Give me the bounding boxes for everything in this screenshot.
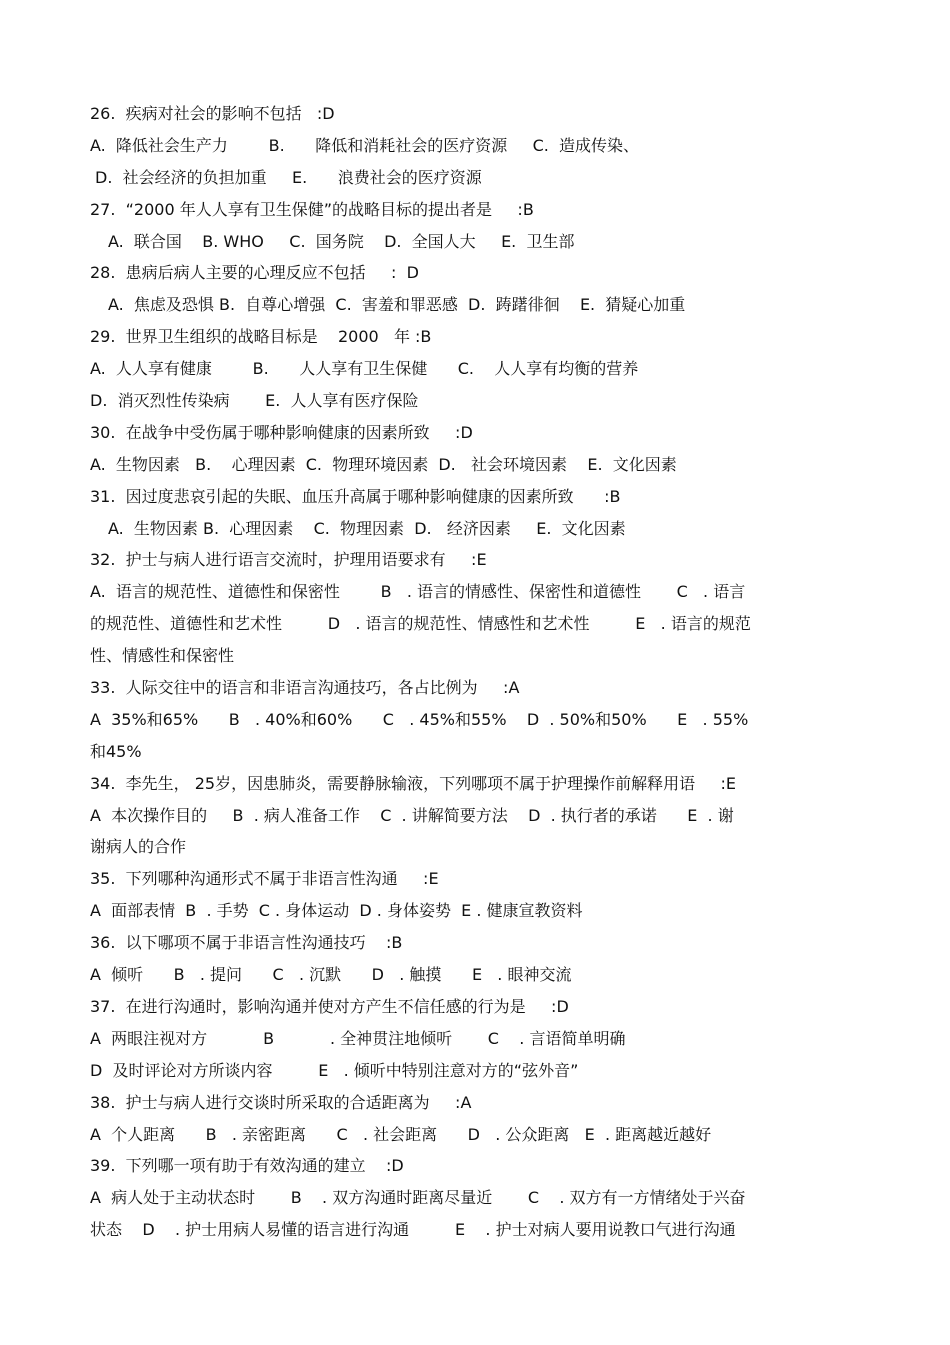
document-body — [90, 98, 860, 1246]
text-line: 36. 以下哪项不属于非语言性沟通技巧 :B — [90, 933, 403, 953]
text-line: 39. 下列哪一项有助于有效沟通的建立 :D — [90, 1156, 404, 1176]
text-line: D 及时评论对方所谈内容 E . 倾听中特别注意对方的“弦外音” — [90, 1060, 579, 1080]
text-line: 38. 护士与病人进行交谈时所采取的合适距离为 :A — [90, 1092, 472, 1112]
text-line: A 本次操作目的 B . 病人准备工作 C . 讲解简要方法 D . 执行者的承诺 E . 谢 — [90, 805, 734, 825]
text-line: A. 生物因素 B. 心理因素 C. 物理因素 D. 经济因素 E. 文化因素 — [108, 518, 626, 538]
text-line: A 倾听 B . 提问 C . 沉默 D . 触摸 E . 眼神交流 — [90, 965, 572, 985]
text-line: A. 焦虑及恐惧 B. 自尊心增强 C. 害羞和罪恶感 D. 踌躇徘徊 E. 猜疑心加重 — [108, 295, 686, 315]
text-line: A. 生物因素 B. 心理因素 C. 物理环境因素 D. 社会环境因素 E. 文化因素 — [90, 454, 677, 474]
text-line: D. 社会经济的负担加重 E. 浪费社会的医疗资源 — [95, 167, 482, 187]
text-line: 31. 因过度悲哀引起的失眠、血压升高属于哪种影响健康的因素所致 :B — [90, 486, 621, 506]
text-line: 29. 世界卫生组织的战略目标是 2000 年 :B — [90, 327, 432, 347]
text-line: A. 语言的规范性、道德性和保密性 B . 语言的情感性、保密性和道德性 C . 语言 — [90, 582, 746, 602]
text-line: A 35%和65% B . 40%和60% C . 45%和55% D . 50%和50% E . 55% — [90, 709, 749, 729]
text-line: A 面部表情 B . 手势 C . 身体运动 D . 身体姿势 E . 健康宣教资料 — [90, 901, 583, 921]
text-line: 37. 在进行沟通时，影响沟通并使对方产生不信任感的行为是 :D — [90, 996, 569, 1016]
text-line: D. 消灭烈性传染病 E. 人人享有医疗保险 — [90, 391, 419, 411]
text-line: 性、情感性和保密性 — [90, 646, 235, 666]
text-line: 26. 疾病对社会的影响不包括 :D — [90, 104, 335, 123]
text-line: A. 人人享有健康 B. 人人享有卫生保健 C. 人人享有均衡的营养 — [90, 359, 639, 379]
text-line: 33. 人际交往中的语言和非语言沟通技巧，各占比例为 :A — [90, 678, 520, 698]
text-line: A. 降低社会生产力 B. 降低和消耗社会的医疗资源 C. 造成传染、 — [90, 135, 640, 155]
text-line: 和45% — [90, 741, 142, 761]
text-line: 35. 下列哪种沟通形式不属于非语言性沟通 :E — [90, 869, 439, 889]
text-line: 32. 护士与病人进行语言交流时，护理用语要求有 :E — [90, 550, 487, 570]
text-line: 34. 李先生， 25岁，因患肺炎，需要静脉输液，下列哪项不属于护理操作前解释用语 :E — [90, 773, 736, 793]
text-line: A 个人距离 B . 亲密距离 C . 社会距离 D . 公众距离 E . 距离越近越好 — [90, 1124, 712, 1144]
text-line: 的规范性、道德性和艺术性 D . 语言的规范性、情感性和艺术性 E . 语言的规范 — [90, 614, 751, 634]
text-line: 27. “2000 年人人享有卫生保健”的战略目标的提出者是 :B — [90, 199, 534, 219]
text-line: 28. 患病后病人主要的心理反应不包括 : D — [90, 263, 419, 283]
text-line: A. 联合国 B. WHO C. 国务院 D. 全国人大 E. 卫生部 — [108, 231, 575, 251]
text-line: 30. 在战争中受伤属于哪种影响健康的因素所致 :D — [90, 422, 473, 442]
text-line: 状态 D . 护士用病人易懂的语言进行沟通 E . 护士对病人要用说教口气进行沟通 — [90, 1220, 736, 1240]
text-line: A 两眼注视对方 B . 全神贯注地倾听 C . 言语简单明确 — [90, 1028, 626, 1048]
text-line: A 病人处于主动状态时 B . 双方沟通时距离尽量近 C . 双方有一方情绪处于兴奋 — [90, 1188, 746, 1208]
text-line: 谢病人的合作 — [90, 837, 187, 857]
